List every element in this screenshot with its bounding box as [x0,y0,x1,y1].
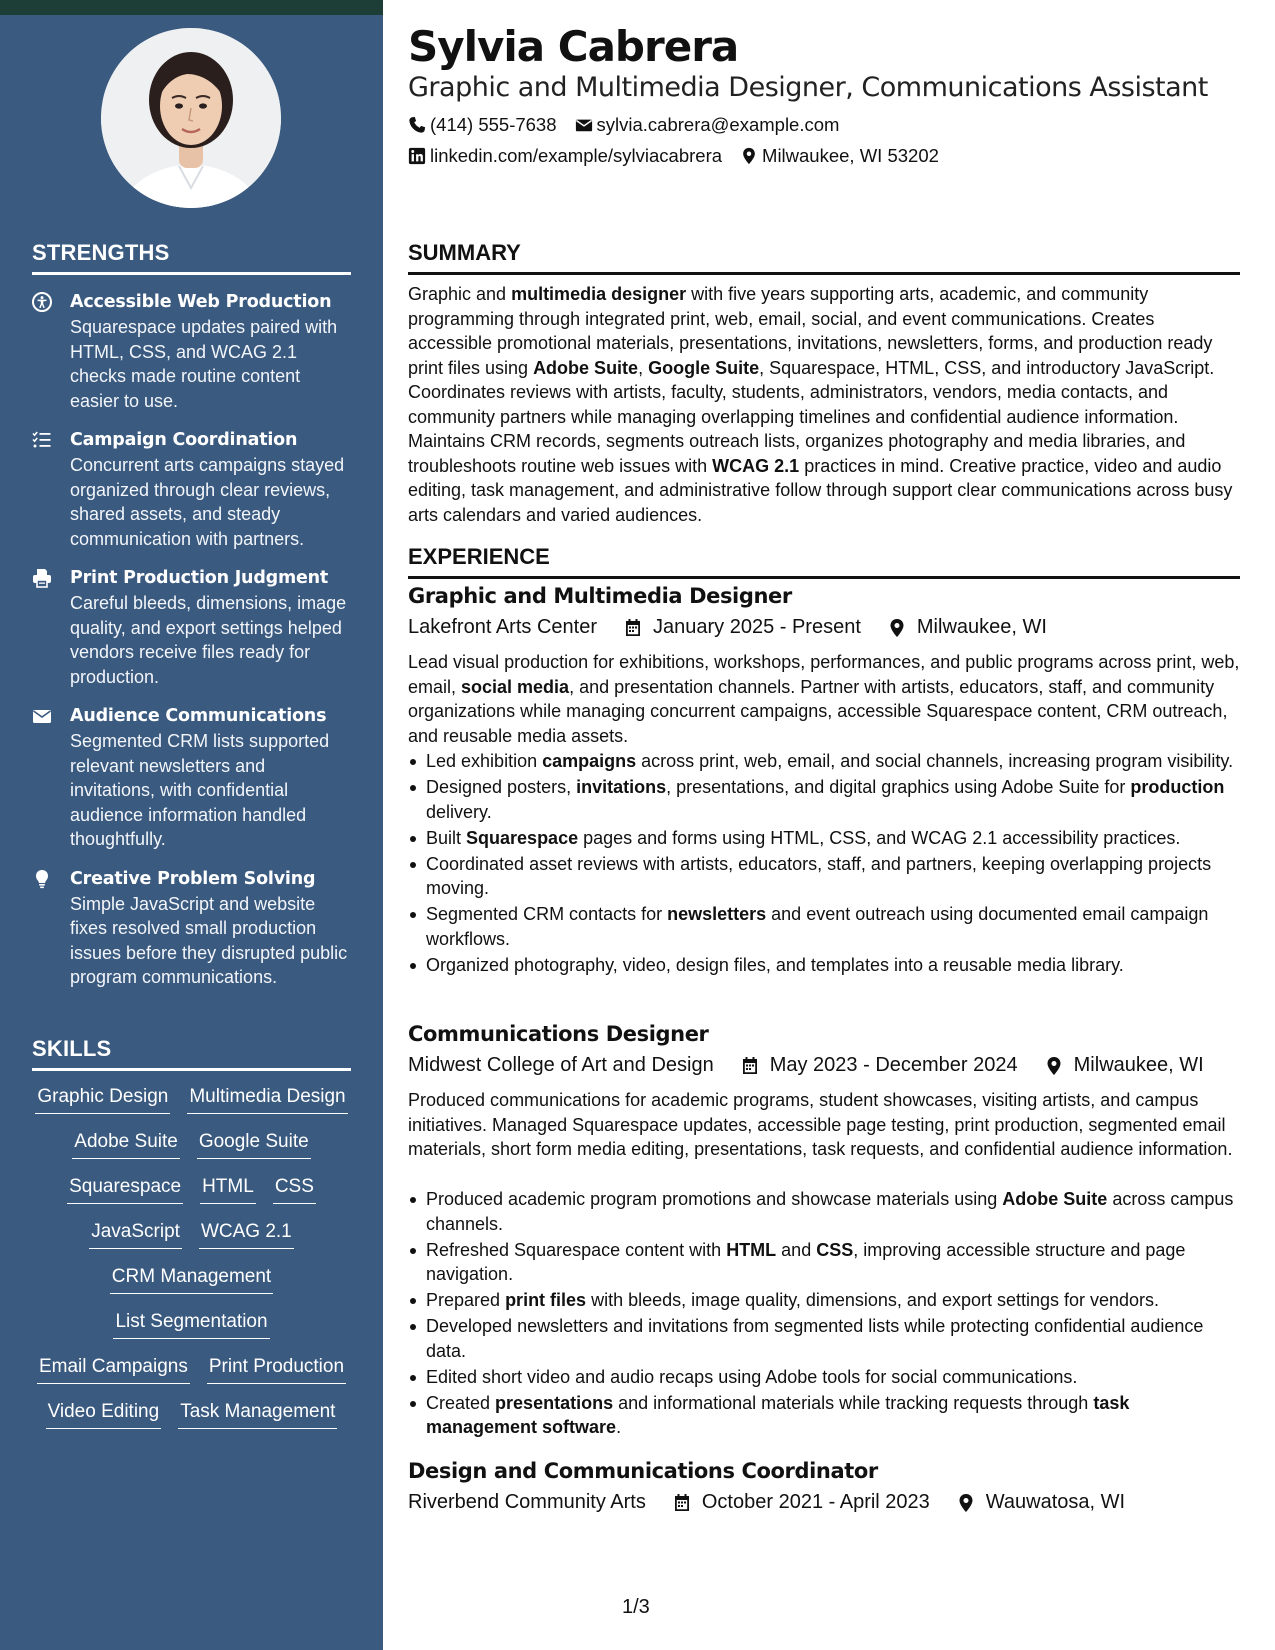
bullet-item: Refreshed Squarespace content with HTML and CSS, improving accessible structure and page navigation. [408,1238,1240,1287]
company-name: Riverbend Community Arts [408,1491,646,1513]
email-text: sylvia.cabrera@example.com [596,114,840,135]
experience-heading: EXPERIENCE [408,544,1240,579]
bold-keyword: WCAG 2.1 [712,455,800,476]
bold-keyword: task management software [426,1392,1130,1437]
person-name: Sylvia Cabrera [408,22,739,71]
linkedin-text: linkedin.com/example/sylviacabrera [430,145,723,166]
page-number: 1/3 [622,1596,650,1618]
job-dates: January 2025 - Present [652,616,861,638]
bold-keyword: invitations [576,777,667,797]
strength-text: Segmented CRM lists supported relevant newsletters and invitations, with confidential audience information handled thoughtfully. [70,731,330,849]
skill-tag: Google Suite [197,1130,311,1159]
map-pin-icon [740,147,758,165]
skills-grid [32,1085,351,1445]
accessibility-icon [32,289,70,413]
strength-title: Accessible Web Production [70,292,332,312]
profile-photo-image [101,28,281,208]
job-meta [408,616,1047,639]
strength-item [32,866,351,990]
job-dates: October 2021 - April 2023 [701,1491,930,1513]
skill-row [32,1220,351,1265]
job-title: Graphic and Multimedia Designer [408,584,792,608]
bullet-item: Led exhibition campaigns across print, web, email, and social channels, increasing program visibility. [408,749,1240,774]
map-pin-icon [887,618,907,638]
job-dates: May 2023 - December 2024 [769,1054,1018,1076]
bullet-item: Organized photography, video, design files, and templates into a reusable media library. [408,953,1240,978]
sidebar [0,0,383,1650]
person-title: Graphic and Multimedia Designer, Communications Assistant [408,72,1208,103]
company-name: Lakefront Arts Center [408,616,597,638]
bold-keyword: newsletters [667,904,767,924]
bold-keyword: print files [505,1290,587,1310]
bold-keyword: Adobe Suite [1002,1189,1108,1209]
skill-tag: CSS [273,1175,316,1204]
bullet-item: Prepared print files with bleeds, image quality, dimensions, and export settings for vendors. [408,1288,1240,1313]
map-pin-icon [956,1493,976,1513]
bold-keyword: Adobe Suite [533,357,639,378]
bullet-item: Designed posters, invitations, presentations, and digital graphics using Adobe Suite for production delivery. [408,775,1240,824]
job-meta [408,1491,1125,1514]
calendar-icon [672,1493,692,1513]
bullet-item: Developed newsletters and invitations from segmented lists while protecting confidential audience data. [408,1314,1240,1363]
skill-row [32,1130,351,1175]
location-item [740,145,939,167]
job-bullets [408,1187,1240,1441]
bullet-item: Produced academic program promotions and showcase materials using Adobe Suite across campus channels. [408,1187,1240,1236]
strength-item [32,427,351,551]
map-pin-icon [1044,1056,1064,1076]
skill-tag: JavaScript [89,1220,182,1249]
job-location: Milwaukee, WI [916,616,1047,638]
strength-title: Print Production Judgment [70,568,329,588]
skill-row [32,1400,351,1445]
location-text: Milwaukee, WI 53202 [762,145,939,166]
lightbulb-icon [32,866,70,990]
strength-title: Audience Communications [70,706,327,726]
job-title: Communications Designer [408,1022,709,1046]
bold-keyword: production [1130,777,1225,797]
bold-keyword: multimedia designer [511,284,687,304]
strengths-heading: STRENGTHS [32,240,351,275]
job-description: Produced communications for academic programs, student showcases, visiting artists, and campus initiatives. Managed Squarespace updates, accessible page testing, print production, segmented email materials, short form media editing, presentations, task requests, and confidential audience information. [408,1090,1233,1159]
contact-row [408,145,939,167]
calendar-icon [740,1056,760,1076]
skill-tag: WCAG 2.1 [199,1220,294,1249]
strength-text: Concurrent arts campaigns stayed organized through clear reviews, shared assets, and steady communication with partners. [70,455,345,549]
strength-text: Simple JavaScript and website fixes resolved small production issues before they disrupted public program communications. [70,893,348,987]
linkedin-icon [408,147,426,165]
strength-title: Creative Problem Solving [70,868,316,889]
bold-keyword: social media [461,676,570,697]
bullet-item: Created presentations and informational materials while tracking requests through task management software. [408,1391,1240,1440]
bullet-item: Built Squarespace pages and forms using HTML, CSS, and WCAG 2.1 accessibility practices. [408,826,1240,851]
summary-text: Graphic and multimedia designer with five years supporting arts, academic, and community programming through integrated print, web, email, social, and event communications. Creates accessible promotional materials, presentations, invitations, newsletters, forms, and production ready print files using Adobe Suite, Google Suite, Squarespace, HTML, CSS, and introductory JavaScript. Coordinates reviews with artists, faculty, students, administrators, vendors, media contacts, and community partners while managing overlapping timelines and confidential audience information. Maintains CRM records, segments outreach lists, organizes photography and media libraries, and troubleshoots routine web issues with WCAG 2.1 practices in mind. Creative practice, video and audio editing, task management, and administrative follow through support clear communications across busy arts calendars and varied audiences. [408,284,1233,525]
envelope-icon [32,703,70,852]
skill-tag: List Segmentation [113,1310,269,1339]
phone-item[interactable] [408,114,557,136]
skill-tag: Adobe Suite [72,1130,180,1159]
bold-keyword: Squarespace [466,827,579,848]
job-location: Wauwatosa, WI [985,1491,1126,1513]
skill-row [32,1175,351,1220]
strength-text: Squarespace updates paired with HTML, CSS, and WCAG 2.1 checks made routine content easier to use. [70,317,338,411]
skills-section [32,1036,351,1445]
skill-row [32,1085,351,1130]
bold-keyword: CSS [816,1239,854,1260]
profile-photo [101,28,281,208]
skill-tag: Email Campaigns [37,1355,190,1384]
company-name: Midwest College of Art and Design [408,1054,714,1076]
calendar-icon [623,618,643,638]
sidebar-top-bar [0,0,383,15]
strength-title: Campaign Coordination [70,430,298,450]
envelope-icon [575,116,593,134]
strength-item [32,703,351,852]
skill-row [32,1355,351,1400]
strengths-section [32,240,351,990]
skill-tag: Task Management [178,1400,337,1429]
bold-keyword: presentations [495,1392,614,1413]
job-meta [408,1054,1204,1077]
skill-row [32,1310,351,1355]
linkedin-item[interactable] [408,145,722,167]
phone-text: (414) 555-7638 [430,114,557,135]
email-item[interactable] [575,114,840,136]
bold-keyword: campaigns [542,751,637,771]
summary-heading: SUMMARY [408,240,1240,275]
contact-row [408,114,839,136]
strength-text: Careful bleeds, dimensions, image quality, and export settings helped vendors receive files ready for production. [70,593,347,687]
bullet-item: Edited short video and audio recaps using Adobe tools for social communications. [408,1365,1240,1390]
skills-heading: SKILLS [32,1036,351,1071]
strength-item [32,289,351,413]
job-title: Design and Communications Coordinator [408,1459,878,1483]
bold-keyword: Google Suite [648,357,760,378]
job-location: Milwaukee, WI [1073,1054,1204,1076]
skill-tag: Squarespace [67,1175,183,1204]
skill-row [32,1265,351,1310]
strength-item [32,565,351,689]
skill-tag: Video Editing [46,1400,162,1429]
skill-tag: CRM Management [110,1265,273,1294]
bullet-item: Coordinated asset reviews with artists, educators, staff, and partners, keeping overlapping projects moving. [408,852,1240,901]
printer-icon [32,565,70,689]
skill-tag: Graphic Design [35,1085,170,1114]
skill-tag: Multimedia Design [187,1085,347,1114]
phone-icon [408,116,426,134]
job-description: Lead visual production for exhibitions, workshops, performances, and public programs across print, web, email, social media, and presentation channels. Partner with artists, educators, staff, and community organizations while managing concurrent campaigns, accessible Squarespace content, CRM outreach, and reusable media assets. [408,652,1240,746]
skill-tag: Print Production [207,1355,346,1384]
bold-keyword: HTML [726,1239,777,1260]
list-check-icon [32,427,70,551]
job-bullets [408,749,1240,979]
skill-tag: HTML [200,1175,256,1204]
bullet-item: Segmented CRM contacts for newsletters and event outreach using documented email campaign workflows. [408,902,1240,951]
